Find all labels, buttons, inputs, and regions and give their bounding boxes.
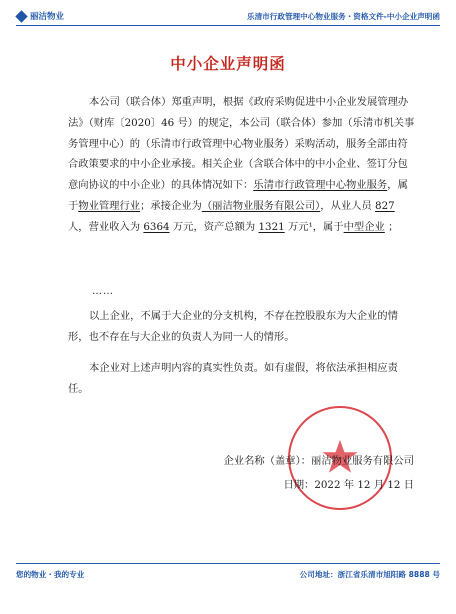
industry-name: 物业管理行业 — [78, 199, 141, 212]
footer-slogan: 您的物业・我的专业 — [16, 570, 85, 579]
header-title: 乐清市行政管理中心物业服务・资格文件-中小企业声明函 — [247, 12, 440, 21]
text-segment: 人，营业收入为 — [68, 220, 144, 233]
signature-date-line: 日期：2022 年 12 月 12 日 — [283, 479, 414, 491]
staff-count: 827 — [375, 199, 395, 212]
declaration-paragraph — [68, 92, 418, 238]
project-name: 乐清市行政管理中心物业服务 — [253, 179, 388, 192]
signature-company-line: 企业名称（盖章）：丽洁物业服务有限公司 — [223, 455, 414, 467]
declaration-intro: 本公司（联合体）郑重声明，根据《政府采购促进中小企业发展管理办法》（财库〔2020〕46 号）的规定，本公司（联合体）参加（乐清市机关事务管理中心）的（乐清市行政管理中心物业服务）采购活动，服务全部由符合政策要求的中小企业承接。相关企业（含联合体中的中小企业、签订分包意向协议的中小企业）的具体情况如下： — [68, 96, 415, 192]
text-segment: ，从业人员 — [320, 199, 376, 212]
assets-value: 1321 — [258, 220, 285, 233]
footer-address: 公司地址：浙江省乐清市旭阳路 8888 号 — [299, 570, 440, 579]
page-header — [0, 0, 456, 30]
document-title: 中小企业声明函 — [170, 55, 286, 73]
logo-text: 丽洁物业 — [30, 12, 65, 22]
company-logo — [16, 10, 64, 22]
responsibility-paragraph: 本企业对上述声明内容的真实性负责。如有虚假，将依法承担相应责任。 — [68, 362, 398, 395]
enterprise-category: 中型企业 — [343, 220, 385, 233]
text-segment: ； — [384, 220, 399, 233]
logo-diamond-icon — [15, 10, 27, 22]
statement-paragraph: 以上企业，不属于大企业的分支机构，不存在控股股东为大企业的情形，也不存在与大企业的负责人为同一人的情形。 — [68, 310, 398, 343]
header-divider — [16, 25, 440, 26]
text-segment: ，属于 — [68, 179, 408, 212]
company-name: （丽洁物业服务有限公司） — [201, 199, 321, 212]
revenue-value: 6364 — [143, 220, 170, 233]
text-segment: 万元¹，属于 — [284, 220, 344, 233]
ellipsis: …… — [92, 286, 114, 297]
text-segment: ；承接企业为 — [140, 199, 202, 212]
text-segment: 万元，资产总额为 — [169, 220, 259, 233]
footer-divider — [16, 563, 440, 564]
